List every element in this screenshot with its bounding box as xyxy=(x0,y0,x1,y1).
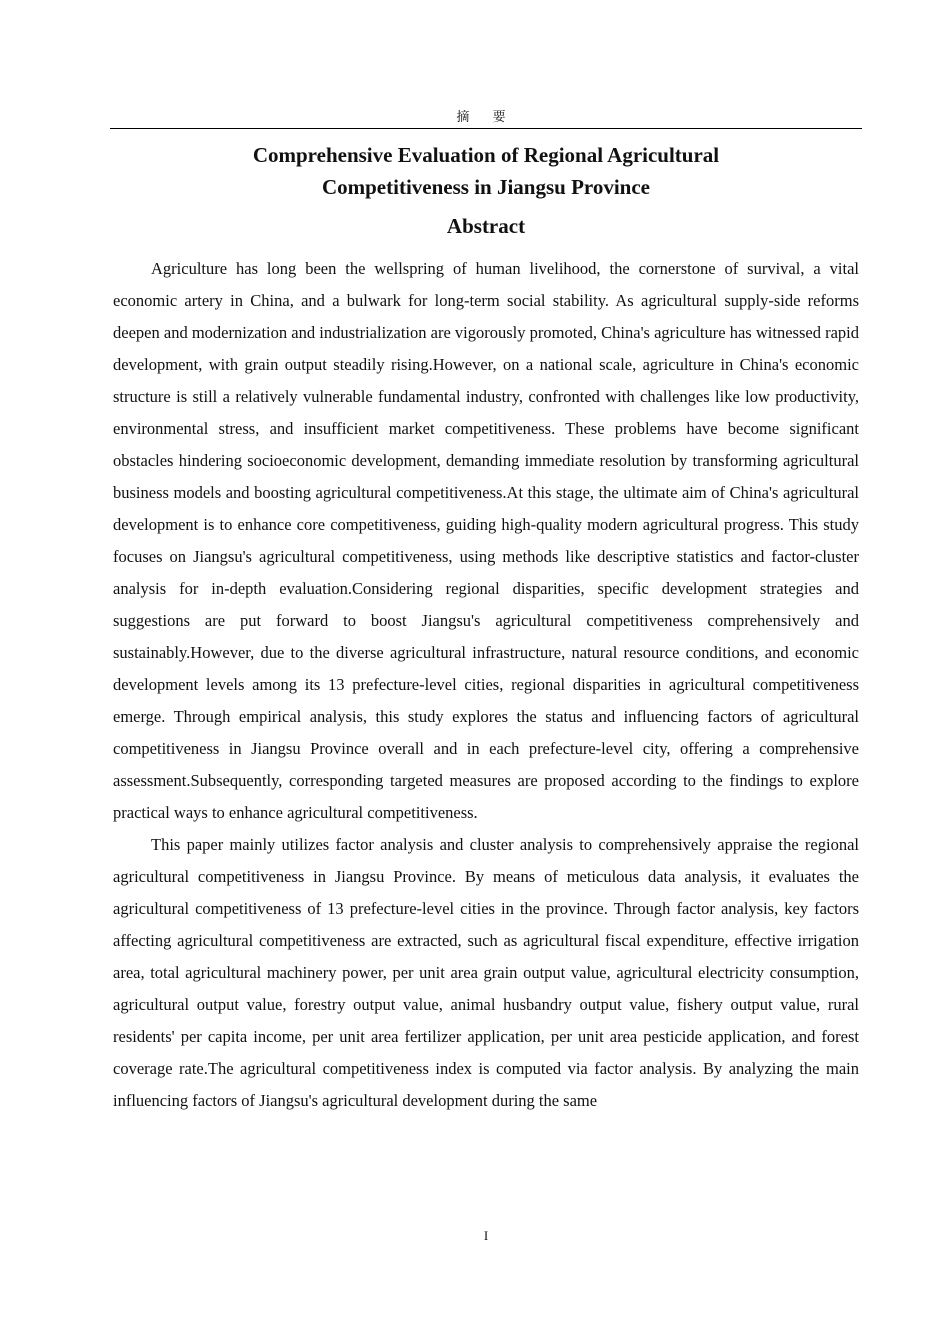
paper-title xyxy=(110,139,862,203)
page-number: I xyxy=(483,1228,489,1243)
header-rule xyxy=(110,128,862,129)
abstract-paragraph-1: Agriculture has long been the wellspring of human livelihood, the cornerstone of survival, a vital economic artery in China, and a bulwark for long-term social stability. As agricultural supply-side reforms deepen and modernization and industrialization are vigorously promoted, China's agriculture has witnessed rapid development, with grain output steadily rising.However, on a national scale, agriculture in China's economic structure is still a relatively vulnerable fundamental industry, confronted with challenges like low productivity, environmental stress, and insufficient market competitiveness. These problems have become significant obstacles hindering socioeconomic development, demanding immediate resolution by transforming agricultural business models and boosting agricultural competitiveness.At this stage, the ultimate aim of China's agricultural development is to enhance core competitiveness, guiding high-quality modern agricultural progress. This study focuses on Jiangsu's agricultural competitiveness, using methods like descriptive statistics and factor-cluster analysis for in-depth evaluation.Considering regional disparities, specific development strategies and suggestions are put forward to boost Jiangsu's agricultural competitiveness comprehensively and sustainably.However, due to the diverse agricultural infrastructure, natural resource conditions, and economic development levels among its 13 prefecture-level cities, regional disparities in agricultural competitiveness emerge. Through empirical analysis, this study explores the status and influencing factors of agricultural competitiveness in Jiangsu Province overall and in each prefecture-level city, offering a comprehensive assessment.Subsequently, corresponding targeted measures are proposed according to the findings to explore practical ways to enhance agricultural competitiveness. xyxy=(113,259,859,822)
running-header: 摘 要 xyxy=(456,109,516,124)
abstract-body xyxy=(113,253,859,1117)
abstract-heading: Abstract xyxy=(446,214,526,238)
paper-title-line-2: Competitiveness in Jiangsu Province xyxy=(321,175,651,199)
abstract-paragraph-2: This paper mainly utilizes factor analysis and cluster analysis to comprehensively appraise the regional agricultural competitiveness in Jiangsu Province. By means of meticulous data analysis, it evaluates the agricultural competitiveness of 13 prefecture-level cities in the province. Through factor analysis, key factors affecting agricultural competitiveness are extracted, such as agricultural fiscal expenditure, effective irrigation area, total agricultural machinery power, per unit area grain output value, agricultural electricity consumption, agricultural output value, forestry output value, animal husbandry output value, fishery output value, rural residents' per capita income, per unit area fertilizer application, per unit area pesticide application, and forest coverage rate.The agricultural competitiveness index is computed via factor analysis. By analyzing the main influencing factors of Jiangsu's agricultural development during the same xyxy=(113,835,859,1110)
paper-title-line-1: Comprehensive Evaluation of Regional Agricultural xyxy=(252,143,720,167)
